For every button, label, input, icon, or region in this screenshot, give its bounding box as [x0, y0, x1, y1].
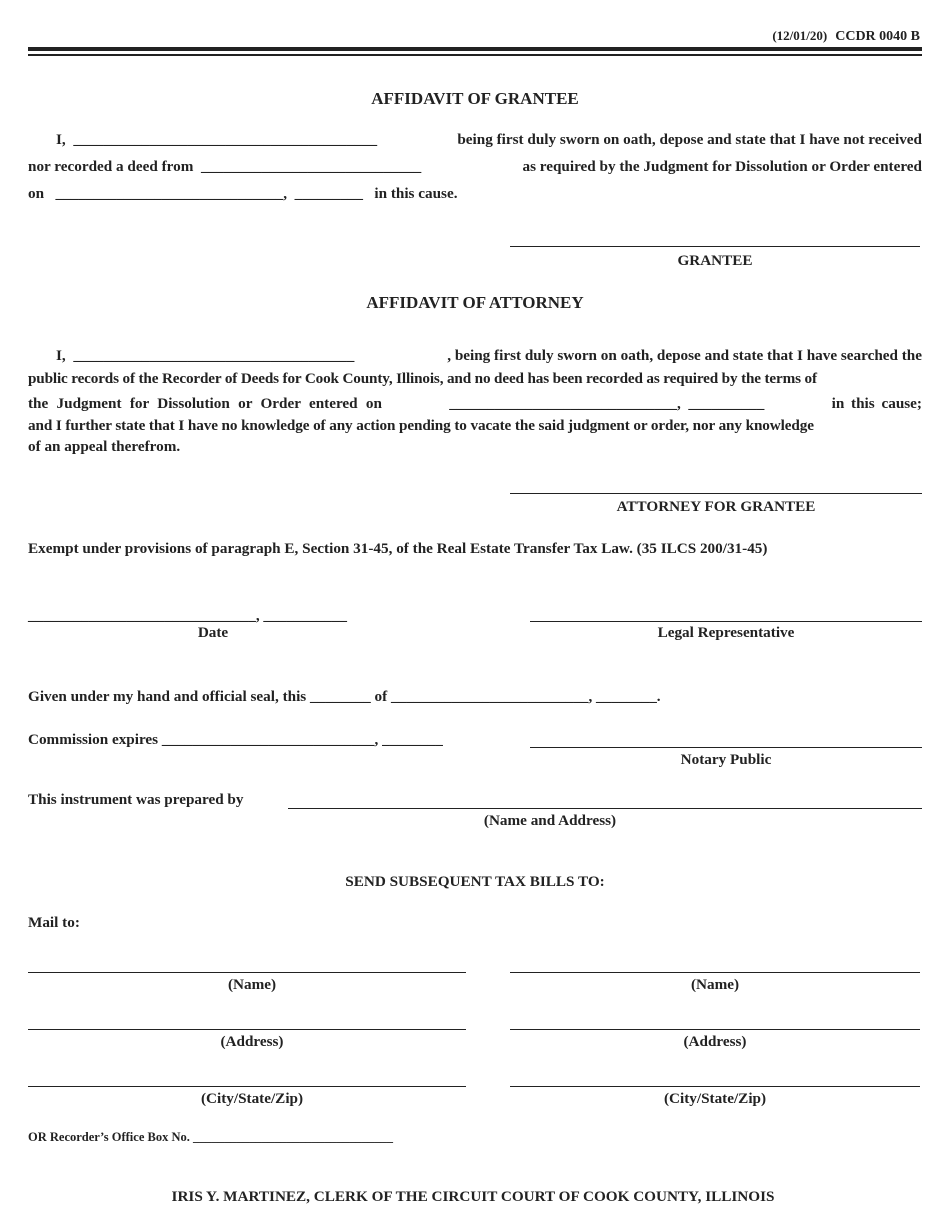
send-address-line[interactable]: [510, 1029, 920, 1030]
attorney-line-3-start: the Judgment for Dissolution or Order entered on: [28, 395, 382, 412]
grantee-signature-line[interactable]: [510, 246, 920, 247]
recorder-box-line: [28, 1130, 393, 1145]
recorder-box-text: OR Recorder’s Office Box No.: [28, 1130, 190, 1144]
date-label: Date: [197, 624, 229, 641]
given-month-year-field[interactable]: __________________________, ________.: [391, 688, 661, 705]
mail-name-label: (Name): [227, 976, 277, 993]
attorney-i: I,: [56, 347, 66, 364]
attorney-line-4: and I further state that I have no knowledge of any action pending to vacate the said judgment or order, nor any knowledge: [28, 417, 814, 434]
attorney-affidavit-title: AFFIDAVIT OF ATTORNEY: [366, 293, 584, 312]
attorney-name-field[interactable]: _____________________________________: [73, 347, 355, 364]
send-name-line[interactable]: [510, 972, 920, 973]
grantee-line-3-end: in this cause.: [374, 185, 458, 202]
grantee-line-1-text: being first duly sworn on oath, depose and state that I have not received: [457, 131, 922, 148]
mail-city-label: (City/State/Zip): [200, 1090, 304, 1107]
grantee-entered-date-field[interactable]: ______________________________: [55, 185, 284, 202]
grantee-line-2-start: nor recorded a deed from: [28, 158, 194, 175]
send-name-label: (Name): [690, 976, 740, 993]
given-under-seal-line: [28, 688, 661, 706]
form-number: CCDR 0040 B: [835, 29, 920, 44]
header-rule-thick: [28, 47, 922, 51]
exempt-date-field[interactable]: ______________________________, ___________: [28, 607, 347, 624]
grantee-name-field[interactable]: ________________________________________: [73, 131, 378, 148]
notary-public-label: Notary Public: [680, 751, 772, 768]
notary-signature-line[interactable]: [530, 747, 922, 748]
comma: ,: [677, 395, 681, 412]
attorney-line-1: [28, 347, 922, 365]
tax-bills-title: SEND SUBSEQUENT TAX BILLS TO:: [345, 873, 605, 890]
send-city-label: (City/State/Zip): [663, 1090, 767, 1107]
mail-to-label: Mail to:: [28, 914, 80, 931]
attorney-line-2: public records of the Recorder of Deeds for Cook County, Illinois, and no deed has been recorded as required by the terms of: [28, 370, 817, 387]
grantee-line-3: [28, 185, 458, 203]
mail-city-line[interactable]: [28, 1086, 466, 1087]
header-rule-thin: [28, 54, 922, 56]
clerk-footer: IRIS Y. MARTINEZ, CLERK OF THE CIRCUIT COURT OF COOK COUNTY, ILLINOIS: [171, 1188, 775, 1205]
grantor-name-field[interactable]: _____________________________: [200, 158, 422, 175]
grantee-line-3-start: on: [28, 185, 45, 202]
revision-date: (12/01/20): [772, 28, 828, 43]
grantee-line-1: [28, 131, 922, 149]
grantee-entered-year-field[interactable]: _________: [294, 185, 363, 202]
commission-date-field[interactable]: ____________________________, ________: [161, 731, 443, 748]
comma: ,: [283, 185, 288, 202]
prepared-by-text: This instrument was prepared by: [28, 791, 244, 808]
grantee-line-2-text: as required by the Judgment for Dissolution or Order entered: [522, 158, 922, 175]
grantee-i: I,: [56, 131, 66, 148]
given-text: Given under my hand and official seal, this: [28, 688, 307, 705]
given-day-field[interactable]: ________: [310, 688, 371, 705]
recorder-box-field[interactable]: ________________________________: [193, 1130, 393, 1144]
attorney-line-1-text: , being first duly sworn on oath, depose and state that I have searched the: [447, 347, 922, 364]
form-identifier: [772, 28, 920, 45]
exempt-statement: Exempt under provisions of paragraph E, Section 31-45, of the Real Estate Transfer Tax Law. (35 ILCS 200/31-45): [28, 540, 768, 557]
attorney-signature-label: ATTORNEY FOR GRANTEE: [616, 498, 816, 515]
attorney-entered-year-field[interactable]: __________: [688, 395, 765, 412]
commission-text: Commission expires: [28, 731, 159, 748]
prepared-by-line[interactable]: [288, 808, 922, 809]
name-and-address-label: (Name and Address): [483, 812, 617, 829]
attorney-line-3: [28, 395, 922, 413]
legal-representative-label: Legal Representative: [657, 624, 795, 641]
mail-name-line[interactable]: [28, 972, 466, 973]
send-city-line[interactable]: [510, 1086, 920, 1087]
legal-representative-line[interactable]: [530, 621, 922, 622]
attorney-line-3-end: in this cause;: [831, 395, 922, 412]
grantee-line-2: [28, 158, 922, 176]
send-address-label: (Address): [683, 1033, 747, 1050]
attorney-entered-date-field[interactable]: ______________________________: [449, 395, 678, 412]
grantee-affidavit-title: AFFIDAVIT OF GRANTEE: [371, 89, 579, 108]
grantee-signature-label: GRANTEE: [677, 252, 753, 269]
attorney-line-5: of an appeal therefrom.: [28, 438, 181, 455]
commission-expires-line: [28, 731, 443, 749]
mail-address-line[interactable]: [28, 1029, 466, 1030]
given-of: of: [374, 688, 388, 705]
attorney-signature-line[interactable]: [510, 493, 922, 494]
mail-address-label: (Address): [220, 1033, 284, 1050]
